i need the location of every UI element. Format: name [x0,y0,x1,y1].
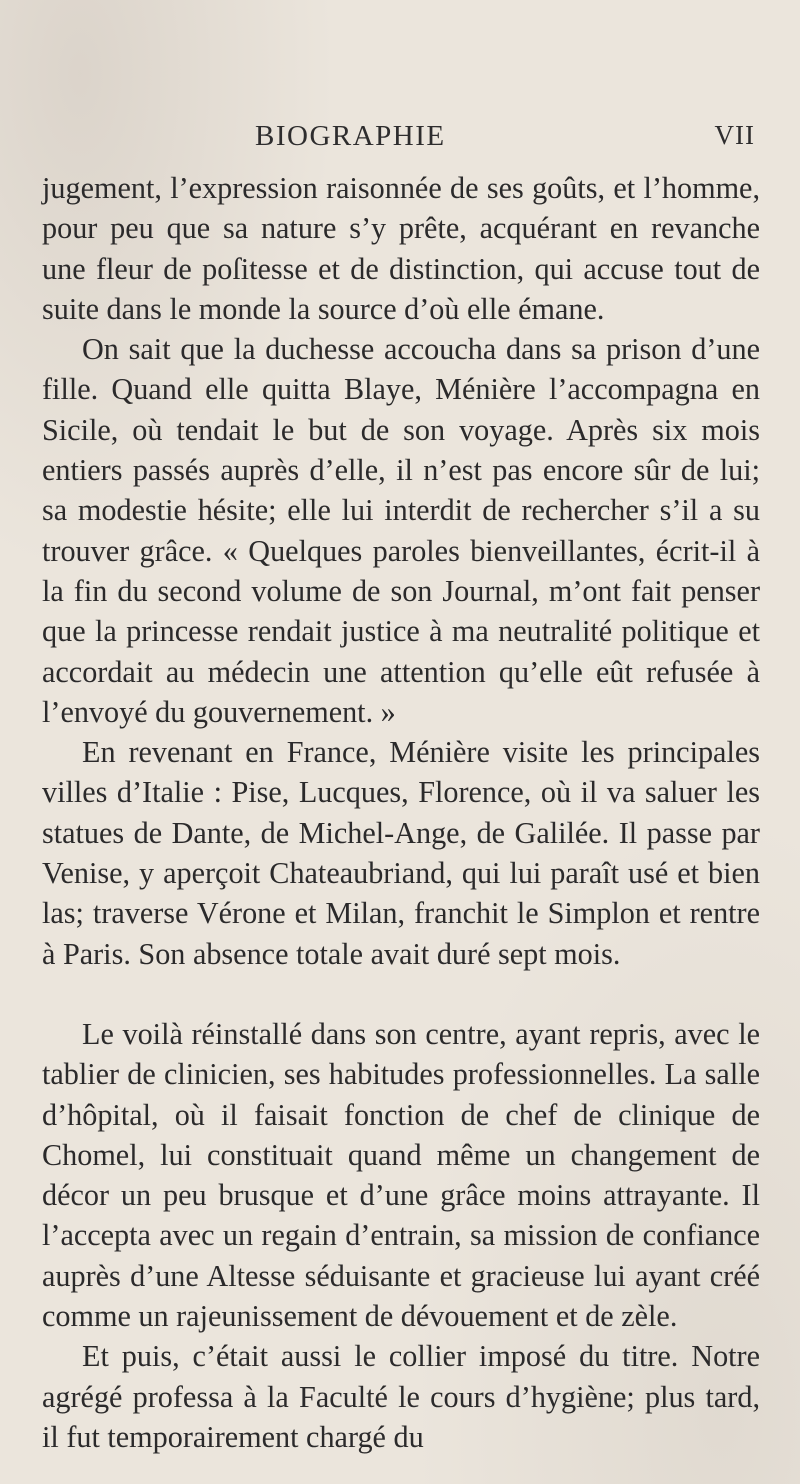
paragraph-return-france: En revenant en France, Ménière visite les principales villes d’Italie : Pise, Lucques, Florence, où il va saluer les statues de Dante, de Michel-Ange, de Galilée. Il passe par Venise, y aperçoit Chateaubriand, qui lui paraît usé et bien las; traverse Vérone et Milan, franchit le Simplon et rentre à Paris. Son absence totale avait duré sept mois. [42,735,760,971]
paragraph-collier: Et puis, c’était aussi le collier imposé du titre. Notre agrégé professa à la Faculté le cours d’hygiène; plus tard, il fut temporairement chargé du [42,1339,760,1454]
page-number: VII [714,120,755,150]
paragraph-reinstalled: Le voilà réinstallé dans son centre, ayant repris, avec le tablier de clinicien, ses habitudes professionnelles. La salle d’hôpital, où il faisait fonction de chef de clinique de Chomel, lui constituait quand même un changement de décor un peu brusque et d’une grâce moins attrayante. Il l’accepta avec un regain d’entrain, sa mission de confiance auprès d’une Altesse séduisante et gracieuse lui ayant créé comme un rajeunissement de dévouement et de zèle. [42,1016,760,1334]
running-title: BIOGRAPHIE [255,120,446,152]
page-header [255,120,755,160]
section-break [42,974,760,1014]
paragraph-continuation: jugement, l’expression raisonnée de ses goûts, et l’homme, pour peu que sa nature s’y prête, acquérant en revanche une fleur de poſitesse et de distinction, qui accuse tout de suite dans le monde la source d’où elle émane. [42,171,760,326]
body-text [42,168,760,1457]
paragraph-duchess: On sait que la duchesse accoucha dans sa prison d’une fille. Quand elle quitta Blaye, Ménière l’accompagna en Sicile, où tendait le but de son voyage. Après six mois entiers passés auprès d’elle, il n’est pas encore sûr de lui; sa modestie hésite; elle lui interdit de rechercher s’il a su trouver grâce. « Quelques paroles bienveillantes, écrit-il à la fin du second volume de son Journal, m’ont fait penser que la princesse rendait justice à ma neutralité politique et accordait au médecin une attention qu’elle eût refusée à l’envoyé du gouvernement. » [42,332,760,729]
